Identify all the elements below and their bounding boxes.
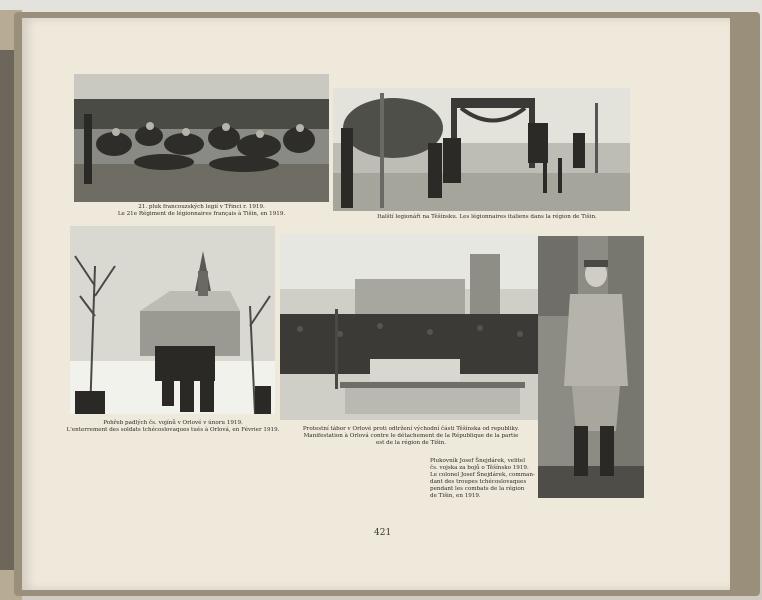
caption-line: est de la région de Tišin. (375, 440, 447, 446)
caption-line: 21. pluk francouzských legií v Třinci r. 1919. (138, 204, 265, 210)
caption-line: čs. vojska za bojů o Těšínsko 1919. (430, 465, 529, 471)
caption-line: Protestní tábor v Orlové proti odtržení východní části Těšínska od republiky. (302, 426, 520, 432)
caption-line: Pohřeb padlých čs. vojínů v Orlové v únoru 1919. (103, 420, 243, 426)
photo-italian-legionnaires (333, 88, 630, 211)
caption-funeral (62, 420, 284, 434)
photo-funeral-church (70, 226, 275, 414)
caption-line: de Tišin, en 1919. (430, 493, 481, 499)
page-number: 421 (374, 528, 392, 538)
caption-line: Le 21e Régiment de légionnaires français à Tišin, en 1919. (117, 211, 286, 217)
caption-protest (282, 426, 540, 447)
caption-line: Plukovník Josef Šnejdárek, velitel (430, 458, 525, 464)
caption-line: pendant les combats de la région (430, 486, 525, 492)
book-page (22, 18, 730, 590)
caption-italian-legionnaires (352, 214, 622, 221)
caption-line: Le colonel Josef Šnejdárek, comman- (430, 472, 535, 478)
left-page-photo-strip (0, 50, 14, 570)
caption-line: Italští legionáři na Těšínsku. Les légionnaires italiens dans la région de Tišin. (377, 214, 597, 220)
photo-colonel-portrait (538, 236, 644, 498)
caption-soldiers-resting (74, 204, 329, 218)
photo-soldiers-resting (74, 74, 329, 202)
photo-protest-gathering (280, 234, 538, 420)
caption-line: L'enterrement des soldats tchécoslovaques tués à Orlová, en Février 1919. (66, 427, 280, 433)
caption-line: dant des troupes tchécoslovaques (430, 479, 527, 485)
caption-colonel (430, 458, 536, 500)
caption-line: Manifestation à Orlová contre le détachement de la République de la partie (303, 433, 519, 439)
